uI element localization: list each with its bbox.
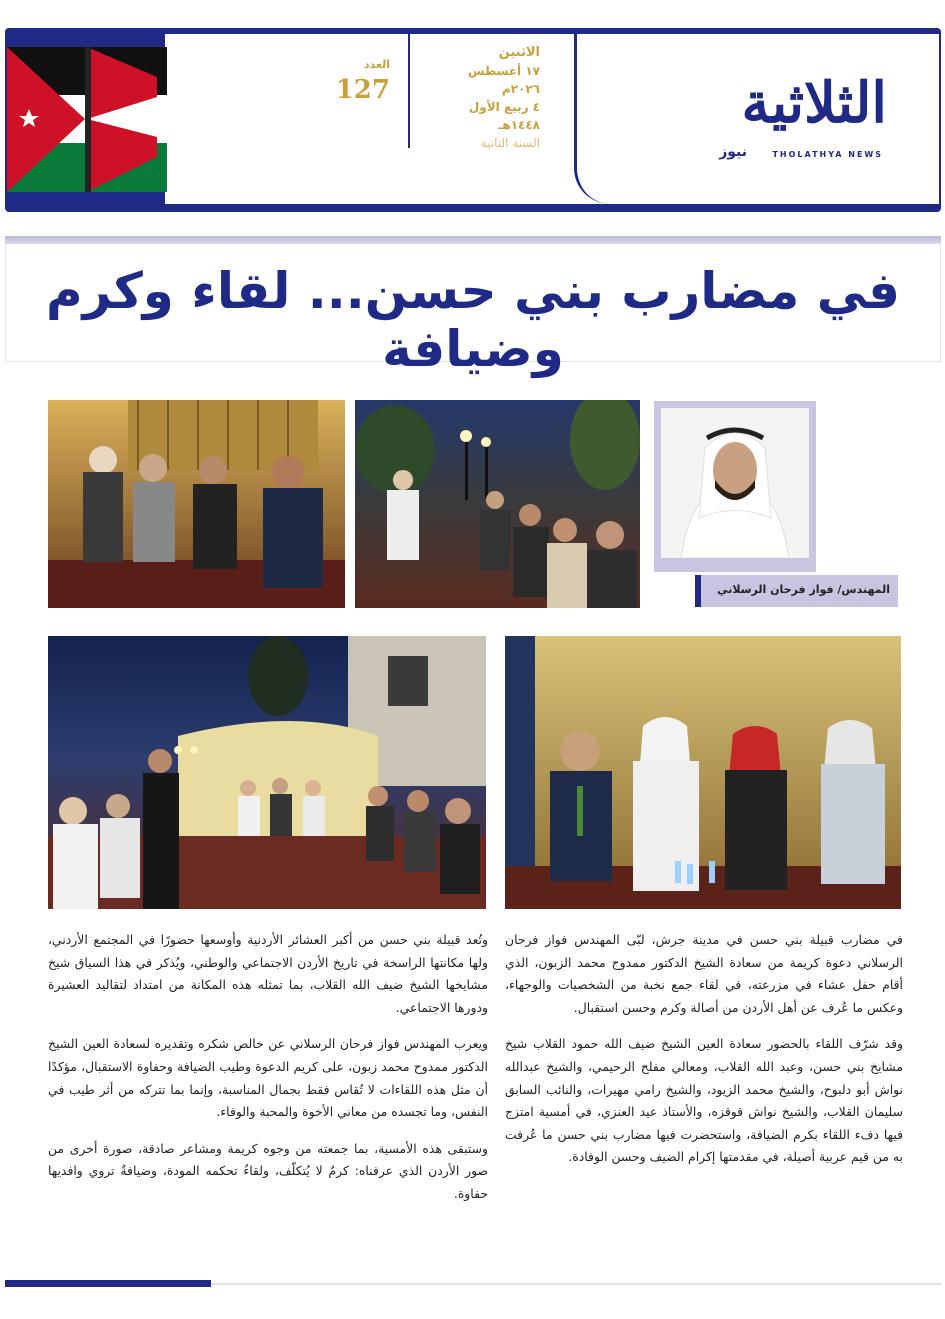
article-paragraph: وقد شرّف اللقاء بالحضور سعادة العين الشيخ ضيف الله حمود القلاب شيخ مشايخ بني حسن، وعبد الله القلاب، ومعالي مفلح الرحيمي، والشيخ عبدالله نواش أبو دلبوح، والشيخ محمد الزيود، والشيخ رامي مهيرات، والنائب السابق سليمان القلاب، والشيخ نواش قوقزه، والأستاذ عيد العنزي، في أمسية امتزج فيها دفء اللقاء بكرم الضيافة، واستحضرت فيها مضارب بني حسن ما عُرفت به من قيم عربية أصيلة، في مقدمتها إكرام الضيف وحسن الوفادة. — [505, 1036, 903, 1165]
footer-accent-bar — [5, 1280, 211, 1287]
photo-tent-gathering — [48, 636, 486, 909]
footer-rule — [211, 1283, 941, 1285]
portrait-caption: المهندس/ فواز فرحان الرسلاني — [695, 575, 898, 607]
issue-date — [430, 44, 540, 152]
issue-number-block — [330, 58, 390, 105]
logo-subtitle-arabic: نيوز — [719, 144, 747, 160]
issue-day: الاثنين — [498, 45, 540, 60]
article-paragraph: في مضارب قبيلة بني حسن في مدينة جرش، لبّى المهندس فواز فرحان الرسلاني دعوة كريمة من سعادة الشيخ الدكتور ممدوح محمد الزبون، الذي أقام حفل عشاء في مزرعته، في لقاء جمع نخبة من الشخصيات والوجهاء، وعكس ما عُرف عن أهل الأردن من أصالة وكرم وحسن استقبال. — [505, 932, 903, 1015]
headline-box — [5, 244, 941, 378]
photo-guests-seated-2 — [505, 636, 901, 909]
photo-garden-gathering — [355, 400, 640, 608]
article-headline: في مضارب بني حسن... لقاء وكرم وضيافة — [45, 262, 901, 378]
headline-decoration-bar — [5, 236, 941, 244]
article-paragraph: وستبقى هذه الأمسية، بما جمعته من وجوه كريمة ومشاعر صادقة، صورة أخرى من صور الأردن الذي عرفناه: كرمٌ لا يُتكلّف، ولقاءٌ تحكمه المودة، وضيافةٌ تروي وافديها حفاوة. — [48, 1140, 488, 1201]
article-column-right — [505, 929, 903, 1183]
masthead-inner — [165, 34, 939, 204]
article-paragraph: ويعرب المهندس فواز فرحان الرسلاني عن خالص شكره وتقديره لسعادة العين الشيخ الدكتور ممدوح محمد زبون، على كريم الدعوة وطيب الضيافة وحفاوة الاستقبال، مؤكدًا أن مثل هذه اللقاءات لا تُقاس فقط بجمال المناسبة، وإنما بما تتركه من أثر طيب في النفس، وما تجسده من معاني الأخوة والمحبة والوفاء. — [48, 1036, 488, 1120]
gregorian-date: ١٧ أغسطس ٢٠٢٦م — [467, 64, 540, 96]
issue-number: 127 — [335, 75, 390, 105]
issue-label: العدد — [363, 58, 390, 71]
portrait-photo — [661, 408, 809, 558]
photo-guests-seated-1 — [48, 400, 345, 608]
logo-subtitle-english: THOLATHYA NEWS — [772, 150, 883, 159]
article-paragraph: وتُعد قبيلة بني حسن من أكبر العشائر الأردنية وأوسعها حضورًا في المجتمع الأردني، ولها مكانتها الراسخة في تاريخ الأردن الاجتماعي والوطني، ويُذكر في هذا السياق شيخ مشايخها الشيخ ضيف الله القلاب، بما تمثله هذه المكانة من امتداد لتقاليد العشيرة ودورها الاجتماعي. — [48, 932, 488, 1015]
article-column-left — [48, 929, 488, 1220]
hijri-date: ٤ ربيع الأول ١٤٤٨هـ — [468, 100, 540, 132]
volume-year: السنة الثانية — [480, 136, 540, 150]
masthead-divider — [408, 28, 410, 148]
jordan-flag-icon — [7, 47, 167, 192]
newspaper-logo: الثلاثية — [741, 70, 887, 136]
logo-panel — [574, 34, 939, 204]
